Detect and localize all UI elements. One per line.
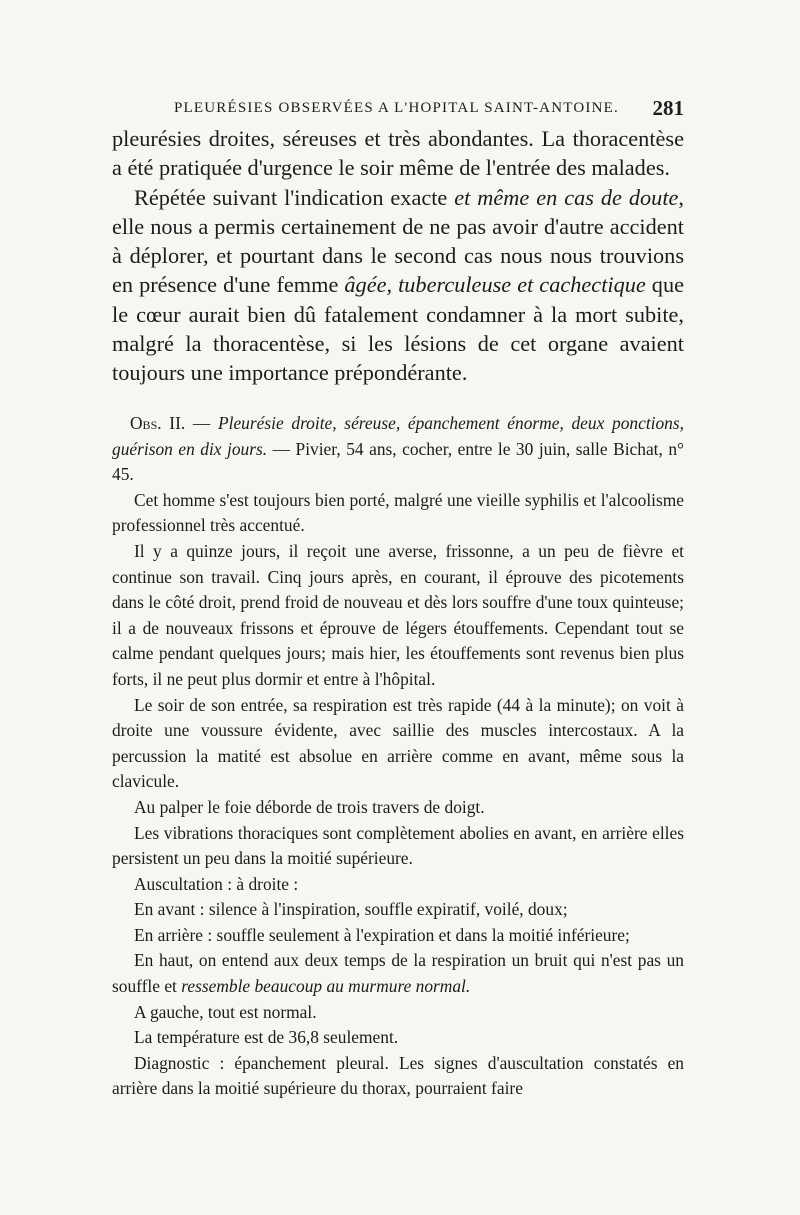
observation-paragraph-11: La température est de 36,8 seulement. [134, 1027, 399, 1048]
opening-emphasis: âgée, tuberculeuse et cachectique [344, 272, 646, 298]
opening-text [112, 124, 684, 388]
observation-paragraph-1: Cet homme s'est toujours bien porté, malgré une vieille syphilis et l'alcoolisme professionnel très accentué. [112, 489, 684, 536]
observation-paragraph-9 [112, 948, 684, 999]
observation-emphasis: ressemble beaucoup au murmure normal. [181, 976, 471, 997]
opening-text-segment: que le cœur aurait bien dû fatalement condamner à la mort subite, malgré la thoracentèse, si les lésions de cet organe avaient toujours une importance prépondérante. [112, 272, 684, 386]
opening-paragraph-2 [112, 183, 684, 388]
observation-paragraph-3: Le soir de son entrée, sa respiration est très rapide (44 à la minute); on voit à droite une voussure évidente, avec saillie des muscles intercostaux. A la percussion la matité est absolue en arrière comme en avant, même sous la clavicule. [112, 694, 684, 792]
observation-text-segment: En haut, on entend aux deux temps de la respiration un bruit qui n'est pas un souffle et [112, 950, 684, 997]
observation-label: Obs. II. [130, 413, 186, 433]
opening-text-segment: , elle nous a permis certainement de ne pas avoir d'autre accident à déplorer, et pourtant dans le second cas nous nous trouvions en présence d'une femme [112, 184, 684, 298]
observation-dash: — [185, 413, 218, 433]
observation-paragraph-2: Il y a quinze jours, il reçoit une averse, frissonne, a un peu de fièvre et continue son travail. Cinq jours après, en courant, il éprouve des picotements dans le côté droit, prend froid de nouveau et dès lors souffre d'une toux quinteuse; il a de nouveaux frissons et éprouve de légers étouffements. Cependant tout se calme pendant quelques jours; mais hier, les étouffements sont revenus bien plus forts, il ne peut plus dormir et entre à l'hôpital. [112, 540, 684, 689]
running-title: PLEURÉSIES OBSERVÉES A L'HOPITAL SAINT-ANTOINE. [174, 100, 619, 116]
observation-paragraph-8: En arrière : souffle seulement à l'expiration et dans la moitié inférieure; [134, 924, 630, 945]
observation-paragraph-12: Diagnostic : épanchement pleural. Les signes d'auscultation constatés en arrière dans la moitié supérieure du thorax, pourraient faire [112, 1052, 684, 1099]
observation-paragraph-10: A gauche, tout est normal. [134, 1001, 317, 1022]
opening-text-segment: Répétée suivant l'indication exacte [134, 184, 455, 210]
opening-emphasis: et même en cas de doute [454, 184, 679, 210]
observation-patient-info: — Pivier, 54 ans, cocher, entre le 30 juin, salle Bichat, n° 45. [112, 438, 684, 485]
observation-subject: Pleurésie droite, séreuse, épanchement énorme, deux ponctions, guérison en dix jours. [112, 413, 684, 459]
observation-paragraph-6: Auscultation : à droite : [134, 873, 299, 894]
observation-section [112, 411, 684, 1102]
page-number: 281 [652, 96, 684, 120]
observation-title [112, 411, 684, 488]
opening-paragraph-1: pleurésies droites, séreuses et très abondantes. La thoracentèse a été pratiquée d'urgence le soir même de l'entrée des malades. [112, 126, 684, 181]
page-header [112, 98, 684, 120]
observation-paragraph-4: Au palper le foie déborde de trois travers de doigt. [134, 796, 485, 817]
observation-paragraph-7: En avant : silence à l'inspiration, souffle expiratif, voilé, doux; [134, 899, 568, 920]
observation-paragraph-5: Les vibrations thoraciques sont complètement abolies en avant, en arrière elles persistent un peu dans la moitié supérieure. [112, 822, 684, 869]
